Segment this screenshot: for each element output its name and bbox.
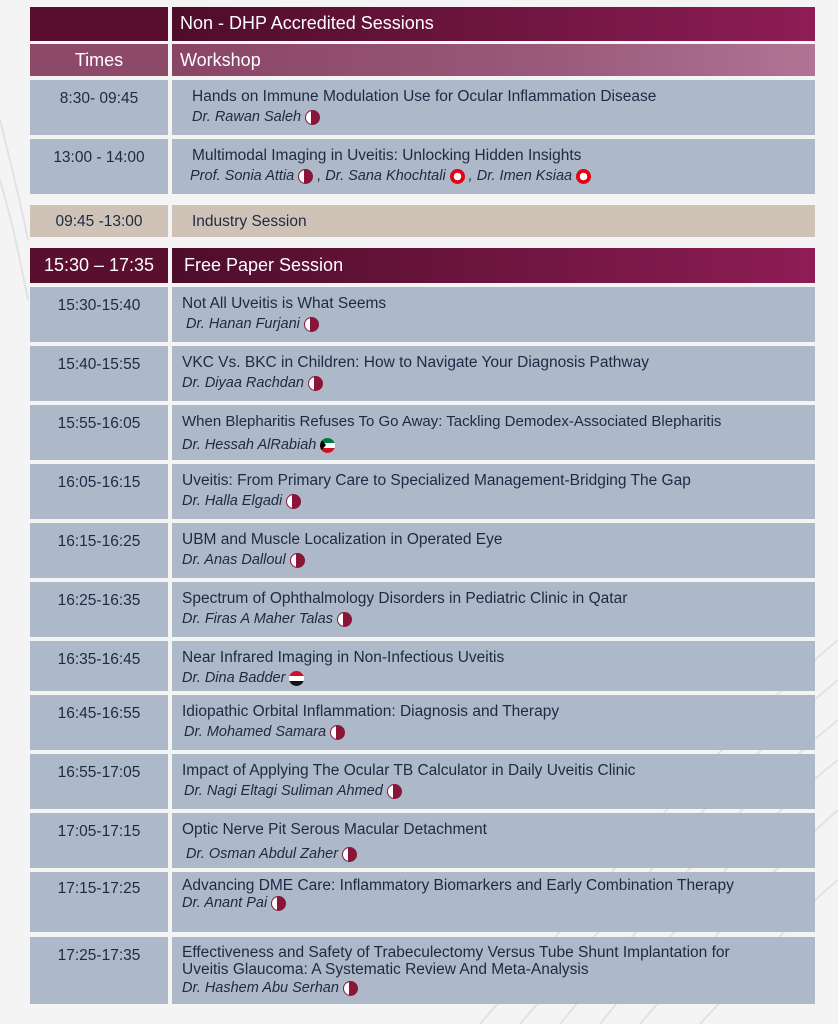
session-details bbox=[172, 523, 815, 578]
speaker-name: , Dr. Sana Khochtali bbox=[317, 168, 446, 184]
workshop-row bbox=[30, 139, 815, 194]
session-details bbox=[172, 405, 815, 460]
speaker-list bbox=[182, 723, 815, 741]
session-time: 17:25-17:35 bbox=[30, 937, 168, 1004]
free-paper-row bbox=[30, 641, 815, 691]
speaker-name: Dr. Halla Elgadi bbox=[182, 493, 283, 509]
free-paper-row bbox=[30, 405, 815, 460]
session-title: Optic Nerve Pit Serous Macular Detachment bbox=[182, 821, 487, 838]
session-details bbox=[172, 937, 815, 1004]
session-time: 15:30-15:40 bbox=[30, 287, 168, 342]
section-header-row bbox=[30, 7, 815, 41]
session-details bbox=[172, 872, 815, 932]
session-time: 17:15-17:25 bbox=[30, 872, 168, 932]
kuwait-flag-icon bbox=[320, 438, 335, 453]
speaker-list bbox=[182, 669, 815, 687]
session-time: 17:05-17:15 bbox=[30, 813, 168, 868]
session-time: 16:25-16:35 bbox=[30, 582, 168, 637]
speaker-name: Dr. Dina Badder bbox=[182, 670, 286, 686]
session-details bbox=[172, 287, 815, 342]
free-paper-row bbox=[30, 813, 815, 868]
session-time: 16:55-17:05 bbox=[30, 754, 168, 809]
speaker-name: Dr. Nagi Eltagi Suliman Ahmed bbox=[184, 783, 383, 799]
session-details bbox=[172, 754, 815, 809]
times-column-header: Times bbox=[30, 44, 168, 76]
speaker-list bbox=[182, 436, 813, 454]
session-time: 13:00 - 14:00 bbox=[30, 139, 168, 194]
qatar-flag-icon bbox=[304, 317, 319, 332]
session-time: 15:40-15:55 bbox=[30, 346, 168, 401]
qatar-flag-icon bbox=[337, 612, 352, 627]
speaker-list bbox=[182, 374, 815, 392]
speaker-name: Dr. Anas Dalloul bbox=[182, 552, 286, 568]
free-paper-row bbox=[30, 695, 815, 750]
speaker-list bbox=[190, 167, 815, 185]
session-time: 15:55-16:05 bbox=[30, 405, 168, 460]
speaker bbox=[317, 167, 464, 185]
speaker-list bbox=[182, 782, 815, 800]
session-details bbox=[172, 139, 815, 194]
session-title: Impact of Applying The Ocular TB Calculator in Daily Uveitis Clinic bbox=[182, 762, 636, 779]
speaker-name: Dr. Hessah AlRabiah bbox=[182, 437, 317, 453]
free-paper-header-row bbox=[30, 248, 815, 283]
speaker-list bbox=[182, 894, 735, 912]
session-details bbox=[172, 346, 815, 401]
speaker-list bbox=[182, 315, 815, 333]
session-title: VKC Vs. BKC in Children: How to Navigate Your Diagnosis Pathway bbox=[182, 354, 649, 371]
session-time: 09:45 -13:00 bbox=[30, 205, 168, 237]
qatar-flag-icon bbox=[271, 896, 286, 911]
free-paper-row bbox=[30, 937, 815, 1004]
session-title: Multimodal Imaging in Uveitis: Unlocking Hidden Insights bbox=[192, 147, 582, 164]
section-title: Non - DHP Accredited Sessions bbox=[172, 7, 815, 41]
session-time: 16:15-16:25 bbox=[30, 523, 168, 578]
industry-session-row bbox=[30, 205, 815, 237]
session-title: UBM and Muscle Localization in Operated Eye bbox=[182, 531, 503, 548]
speaker-name: Dr. Hanan Furjani bbox=[186, 316, 300, 332]
workshop-row bbox=[30, 80, 815, 135]
speaker-name: Dr. Osman Abdul Zaher bbox=[186, 846, 339, 862]
free-paper-title: Free Paper Session bbox=[172, 248, 815, 283]
session-title: Uveitis: From Primary Care to Specialized Management-Bridging The Gap bbox=[182, 472, 691, 489]
session-title: Industry Session bbox=[172, 205, 815, 237]
qatar-flag-icon bbox=[286, 494, 301, 509]
free-paper-row bbox=[30, 523, 815, 578]
session-details bbox=[172, 641, 815, 691]
section-header-spacer bbox=[30, 7, 168, 41]
qatar-flag-icon bbox=[342, 847, 357, 862]
free-paper-row bbox=[30, 872, 815, 932]
workshop-column-header: Workshop bbox=[172, 44, 815, 76]
session-time: 8:30- 09:45 bbox=[30, 80, 168, 135]
session-title: Not All Uveitis is What Seems bbox=[182, 295, 387, 312]
speaker-name: Dr. Mohamed Samara bbox=[184, 724, 327, 740]
free-paper-row bbox=[30, 346, 815, 401]
column-header-row bbox=[30, 44, 815, 76]
session-details bbox=[172, 813, 815, 868]
session-details bbox=[172, 582, 815, 637]
tunisia-flag-icon bbox=[576, 169, 591, 184]
speaker bbox=[192, 108, 320, 126]
speaker-list bbox=[192, 108, 815, 126]
session-title: Hands on Immune Modulation Use for Ocular Inflammation Disease bbox=[192, 88, 657, 105]
session-title: Advancing DME Care: Inflammatory Biomarkers and Early Combination Therapy bbox=[182, 877, 734, 894]
speaker-name: Prof. Sonia Attia bbox=[190, 168, 295, 184]
qatar-flag-icon bbox=[290, 553, 305, 568]
session-time: 16:05-16:15 bbox=[30, 464, 168, 519]
speaker-list bbox=[182, 492, 815, 510]
session-title: Near Infrared Imaging in Non-Infectious Uveitis bbox=[182, 649, 505, 666]
session-details bbox=[172, 464, 815, 519]
free-paper-time: 15:30 – 17:35 bbox=[30, 248, 168, 283]
qatar-flag-icon bbox=[308, 376, 323, 391]
session-details bbox=[172, 80, 815, 135]
speaker-list bbox=[182, 845, 815, 863]
qatar-flag-icon bbox=[343, 981, 358, 996]
session-title: Idiopathic Orbital Inflammation: Diagnosis and Therapy bbox=[182, 703, 560, 720]
speaker-list bbox=[182, 979, 775, 997]
qatar-flag-icon bbox=[330, 725, 345, 740]
free-paper-row bbox=[30, 754, 815, 809]
session-title: When Blepharitis Refuses To Go Away: Tackling Demodex-Associated Blepharitis bbox=[182, 413, 722, 430]
free-paper-row bbox=[30, 464, 815, 519]
free-paper-row bbox=[30, 582, 815, 637]
qatar-flag-icon bbox=[298, 169, 313, 184]
speaker-list bbox=[182, 551, 815, 569]
speaker-name: Dr. Hashem Abu Serhan bbox=[182, 980, 339, 996]
speaker bbox=[190, 167, 313, 185]
session-title: Spectrum of Ophthalmology Disorders in Pediatric Clinic in Qatar bbox=[182, 590, 628, 607]
speaker-name: Dr. Firas A Maher Talas bbox=[182, 611, 333, 627]
free-paper-row bbox=[30, 287, 815, 342]
qatar-flag-icon bbox=[305, 110, 320, 125]
speaker-name: , Dr. Imen Ksiaa bbox=[468, 168, 573, 184]
session-details bbox=[172, 695, 815, 750]
speaker bbox=[469, 167, 591, 185]
session-time: 16:45-16:55 bbox=[30, 695, 168, 750]
tunisia-flag-icon bbox=[450, 169, 465, 184]
speaker-name: Dr. Anant Pai bbox=[182, 895, 268, 911]
speaker-name: Dr. Rawan Saleh bbox=[192, 109, 302, 125]
egypt-flag-icon bbox=[289, 671, 304, 686]
session-title: Effectiveness and Safety of Trabeculectomy Versus Tube Shunt Implantation for Uveitis Glaucoma: A Systematic Review And Meta-Analysis bbox=[182, 944, 730, 978]
speaker-name: Dr. Diyaa Rachdan bbox=[182, 375, 304, 391]
speaker-list bbox=[182, 610, 815, 628]
session-time: 16:35-16:45 bbox=[30, 641, 168, 691]
qatar-flag-icon bbox=[387, 784, 402, 799]
